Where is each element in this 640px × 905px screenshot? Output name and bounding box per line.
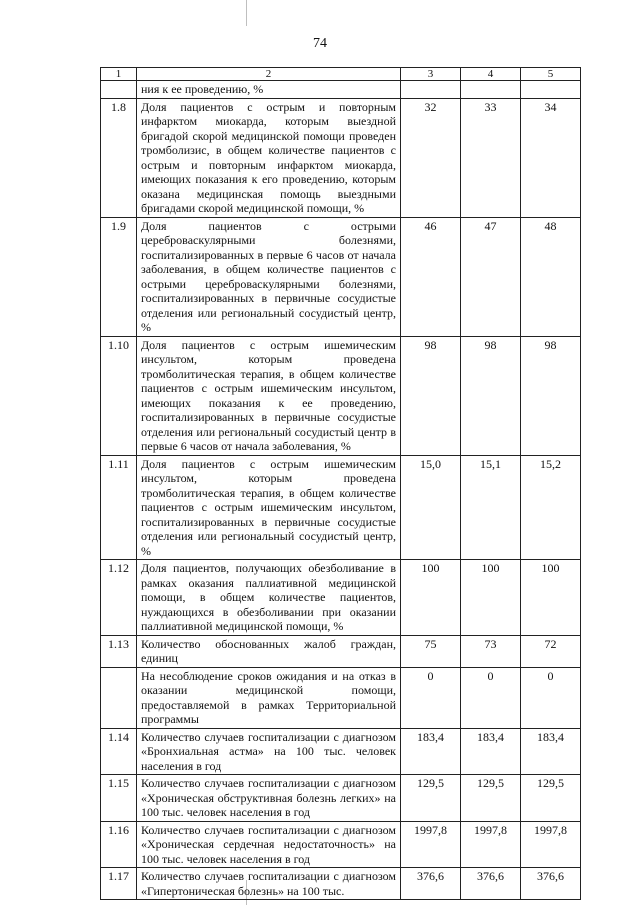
indicator-description-cell: Количество случаев госпитализации с диагнозом «Хроническая обструктивная болезнь легких» на 100 тыс. человек населения в год <box>137 775 401 822</box>
indicator-description-cell: ния к ее проведению, % <box>137 81 401 99</box>
row-number-cell: 1.16 <box>101 821 137 868</box>
value-cell-col3: 0 <box>401 667 461 728</box>
column-header-row <box>101 68 581 81</box>
value-cell-col5: 72 <box>521 635 581 667</box>
row-number-cell: 1.17 <box>101 868 137 900</box>
value-cell-col5: 100 <box>521 560 581 636</box>
value-cell-col5: 1997,8 <box>521 821 581 868</box>
value-cell-col4: 183,4 <box>461 728 521 775</box>
value-cell-col5: 129,5 <box>521 775 581 822</box>
table-row <box>101 775 581 822</box>
value-cell-col3: 15,0 <box>401 455 461 560</box>
row-number-cell: 1.11 <box>101 455 137 560</box>
row-number-cell: 1.8 <box>101 98 137 217</box>
table-row <box>101 217 581 336</box>
table-row <box>101 81 581 99</box>
indicator-description-cell: Доля пациентов, получающих обезболивание в рамках оказания паллиативной медицинской помощи, в общем количестве пациентов, нуждающихся в обезболивании при оказании паллиативной медицинской помощи, % <box>137 560 401 636</box>
value-cell-col5: 15,2 <box>521 455 581 560</box>
value-cell-col3: 129,5 <box>401 775 461 822</box>
value-cell-col4: 15,1 <box>461 455 521 560</box>
value-cell-col5: 376,6 <box>521 868 581 900</box>
value-cell-col4: 129,5 <box>461 775 521 822</box>
indicator-description-cell: Доля пациентов с острым и повторным инфарктом миокарда, которым выездной бригадой скорой медицинской помощи проведен тромболизис, в общем количестве пациентов с острым и повторным инфарктом миокарда, имеющих показания к его проведению, которым оказана медицинская помощь выездными бригадами скорой медицинской помощи, % <box>137 98 401 217</box>
indicator-description-cell: Доля пациентов с острыми цереброваскулярными болезнями, госпитализированных в первые 6 часов от начала заболевания, в общем количестве пациентов с острыми цереброваскулярными болезнями, госпитализированных в первичные сосудистые отделения или региональный сосудистый центр, % <box>137 217 401 336</box>
value-cell-col5: 0 <box>521 667 581 728</box>
value-cell-col4: 73 <box>461 635 521 667</box>
value-cell-col5: 34 <box>521 98 581 217</box>
table-row <box>101 98 581 217</box>
page-number: 74 <box>313 36 327 51</box>
indicator-description-cell: На несоблюдение сроков ожидания и на отказ в оказании медицинской помощи, предоставляемой в рамках Территориальной программы <box>137 667 401 728</box>
indicator-description-cell: Количество случаев госпитализации с диагнозом «Хроническая сердечная недостаточность» на 100 тыс. человек населения в год <box>137 821 401 868</box>
table-row <box>101 455 581 560</box>
value-cell-col4: 100 <box>461 560 521 636</box>
indicator-description-cell: Количество случаев госпитализации с диагнозом «Бронхиальная астма» на 100 тыс. человек населения в год <box>137 728 401 775</box>
row-number-cell: 1.12 <box>101 560 137 636</box>
table-row <box>101 728 581 775</box>
column-header: 5 <box>521 68 581 81</box>
value-cell-col3: 98 <box>401 336 461 455</box>
value-cell-col3: 75 <box>401 635 461 667</box>
indicator-description-cell: Доля пациентов с острым ишемическим инсультом, которым проведена тромболитическая терапия, в общем количестве пациентов с острым ишемическим инсультом, имеющих показания к ее проведению, госпитализированных в первичные сосудистые отделения или региональный сосудистый центр в первые 6 часов от начала заболевания, % <box>137 336 401 455</box>
value-cell-col4: 376,6 <box>461 868 521 900</box>
value-cell-col3: 183,4 <box>401 728 461 775</box>
value-cell-col4 <box>461 81 521 99</box>
value-cell-col5: 98 <box>521 336 581 455</box>
row-number-cell <box>101 667 137 728</box>
value-cell-col3: 1997,8 <box>401 821 461 868</box>
value-cell-col4: 47 <box>461 217 521 336</box>
value-cell-col3 <box>401 81 461 99</box>
value-cell-col4: 1997,8 <box>461 821 521 868</box>
value-cell-col3: 376,6 <box>401 868 461 900</box>
table-row <box>101 635 581 667</box>
table-row <box>101 336 581 455</box>
value-cell-col5 <box>521 81 581 99</box>
table-row <box>101 821 581 868</box>
row-number-cell: 1.14 <box>101 728 137 775</box>
table-body <box>101 68 581 900</box>
value-cell-col3: 32 <box>401 98 461 217</box>
value-cell-col4: 0 <box>461 667 521 728</box>
scan-fold-mark-top <box>246 0 247 26</box>
column-header: 3 <box>401 68 461 81</box>
value-cell-col3: 100 <box>401 560 461 636</box>
indicators-table <box>100 67 581 900</box>
indicator-description-cell: Доля пациентов с острым ишемическим инсультом, которым проведена тромболитическая терапия, в общем количестве пациентов с острым ишемическим инсультом, госпитализированных в первичные сосудистые отделения или региональный сосудистый центр, % <box>137 455 401 560</box>
value-cell-col5: 48 <box>521 217 581 336</box>
value-cell-col3: 46 <box>401 217 461 336</box>
column-header: 4 <box>461 68 521 81</box>
indicator-description-cell: Количество обоснованных жалоб граждан, единиц <box>137 635 401 667</box>
indicator-description-cell: Количество случаев госпитализации с диагнозом «Гипертоническая болезнь» на 100 тыс. <box>137 868 401 900</box>
table-row <box>101 868 581 900</box>
column-header: 1 <box>101 68 137 81</box>
value-cell-col4: 33 <box>461 98 521 217</box>
row-number-cell <box>101 81 137 99</box>
row-number-cell: 1.9 <box>101 217 137 336</box>
table-row <box>101 667 581 728</box>
row-number-cell: 1.10 <box>101 336 137 455</box>
value-cell-col4: 98 <box>461 336 521 455</box>
row-number-cell: 1.13 <box>101 635 137 667</box>
row-number-cell: 1.15 <box>101 775 137 822</box>
value-cell-col5: 183,4 <box>521 728 581 775</box>
column-header: 2 <box>137 68 401 81</box>
table-row <box>101 560 581 636</box>
